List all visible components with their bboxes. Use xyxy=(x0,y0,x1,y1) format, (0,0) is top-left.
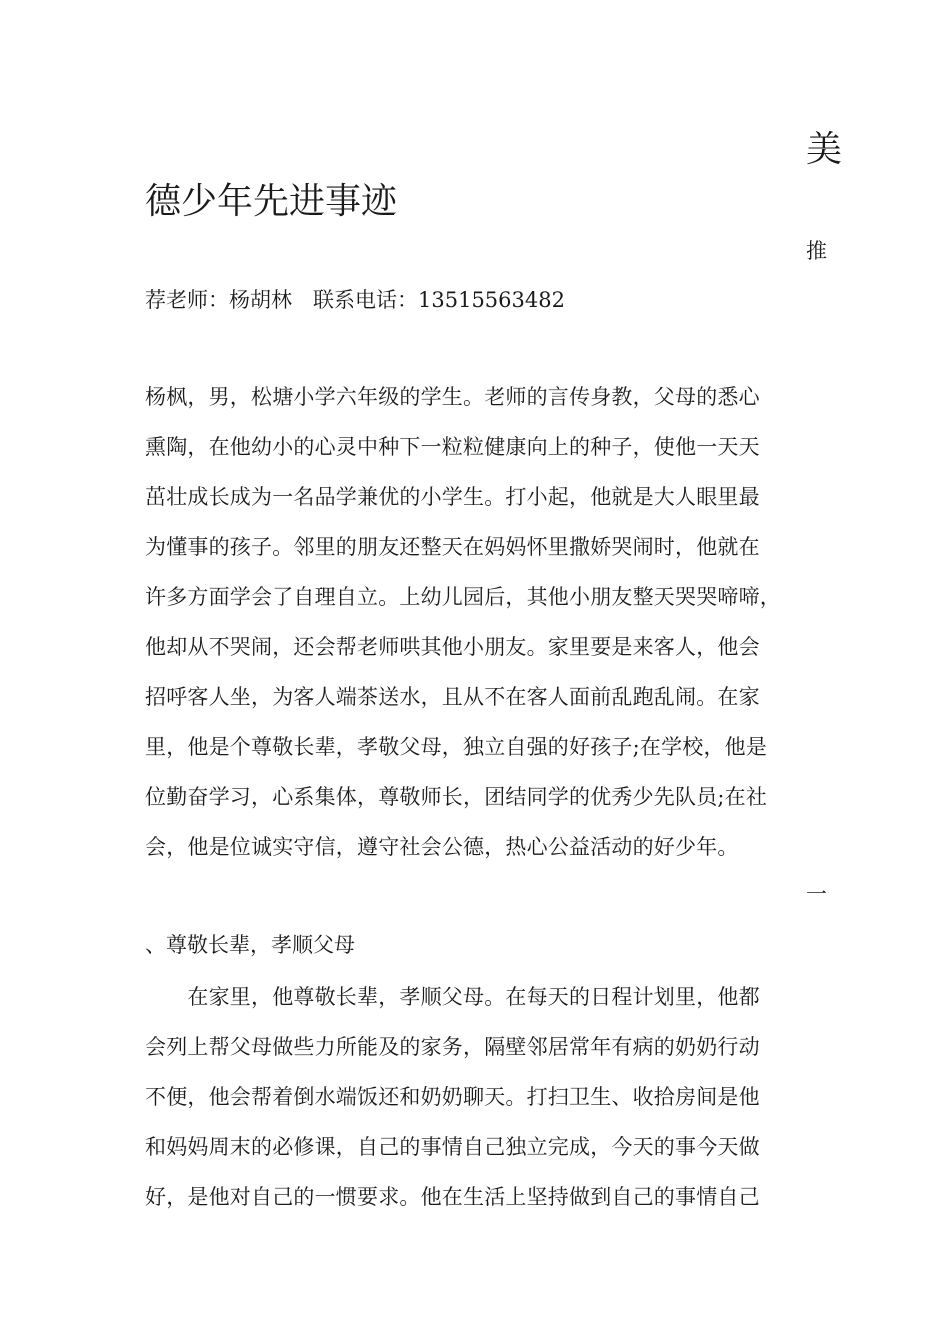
intro-line: 熏陶，在他幼小的心灵中种下一粒粒健康向上的种子，使他一天天 xyxy=(145,435,760,459)
intro-line: 招呼客人坐，为客人端茶送水，且从不在客人面前乱跑乱闹。在家 xyxy=(145,685,760,709)
section-heading-first-char: 一 xyxy=(806,882,827,906)
intro-line: 里，他是个尊敬长辈，孝敬父母，独立自强的好孩子;在学校，他是 xyxy=(145,735,768,759)
section-line: 和妈妈周末的必修课，自己的事情自己独立完成，今天的事今天做 xyxy=(145,1135,760,1159)
intro-line: 许多方面学会了自理自立。上幼儿园后，其他小朋友整天哭哭啼啼， xyxy=(145,585,781,609)
intro-line: 杨枫，男，松塘小学六年级的学生。老师的言传身教，父母的悉心 xyxy=(145,385,760,409)
intro-line: 位勤奋学习，心系集体，尊敬师长，团结同学的优秀少先队员;在社 xyxy=(145,785,768,809)
intro-line: 茁壮成长成为一名品学兼优的小学生。打小起，他就是大人眼里最 xyxy=(145,485,760,509)
recommender-line: 荐老师：杨胡林 联系电话：13515563482 xyxy=(145,288,565,312)
recommender-first-char: 推 xyxy=(806,239,827,263)
section-line: 会列上帮父母做些力所能及的家务，隔壁邻居常年有病的奶奶行动 xyxy=(145,1035,760,1059)
section-line: 好，是他对自己的一惯要求。他在生活上坚持做到自己的事情自己 xyxy=(145,1185,760,1209)
section-heading: 、尊敬长辈，孝顺父母 xyxy=(145,933,355,957)
page-title: 德少年先进事迹 xyxy=(145,181,398,222)
intro-paragraph xyxy=(145,382,835,882)
intro-line: 会，他是位诚实守信，遵守社会公德，热心公益活动的好少年。 xyxy=(145,835,739,859)
section-line: 在家里，他尊敬长辈，孝顺父母。在每天的日程计划里，他都 xyxy=(145,985,760,1009)
title-first-char: 美 xyxy=(806,129,843,170)
intro-line: 为懂事的孩子。邻里的朋友还整天在妈妈怀里撒娇哭闹时，他就在 xyxy=(145,535,760,559)
section-paragraph xyxy=(145,982,835,1232)
section-line: 不便，他会帮着倒水端饭还和奶奶聊天。打扫卫生、收拾房间是他 xyxy=(145,1085,760,1109)
intro-line: 他却从不哭闹，还会帮老师哄其他小朋友。家里要是来客人，他会 xyxy=(145,635,760,659)
